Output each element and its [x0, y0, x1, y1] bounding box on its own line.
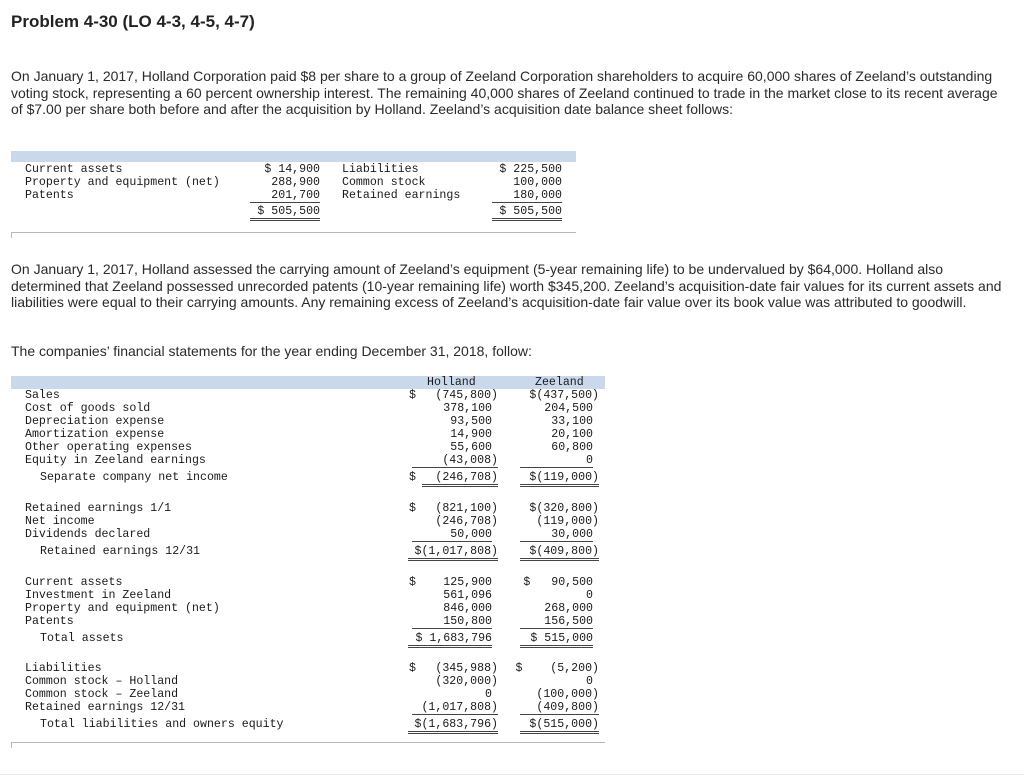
zeeland-value: (119,000): [536, 515, 599, 528]
problem-title: Problem 4-30 (LO 4-3, 4-5, 4-7): [11, 12, 255, 31]
row-label: Retained earnings 12/31: [40, 545, 201, 558]
row-label: Depreciation expense: [25, 415, 165, 428]
bs-asset-label: Property and equipment (net): [25, 176, 220, 189]
holland-value: 50,000: [412, 528, 492, 542]
holland-value: $ 1,683,796: [408, 632, 492, 648]
holland-value: $(1,017,808): [408, 545, 498, 561]
holland-value: 125,900: [443, 576, 492, 589]
bs-asset-label: Current assets: [25, 163, 123, 176]
bs-asset-label: Patents: [25, 189, 74, 202]
holland-value: (745,800): [435, 389, 498, 402]
zeeland-value: (409,800): [520, 701, 599, 715]
table-frame-bottom: [11, 742, 605, 743]
zeeland-value: $ 90,500: [523, 576, 593, 589]
holland-value: 14,900: [450, 428, 492, 441]
holland-value: 93,500: [450, 415, 492, 428]
row-label: Liabilities: [25, 662, 102, 675]
table-frame-left: [11, 232, 12, 238]
zeeland-value: $(515,000): [520, 718, 599, 734]
column-header-holland: Holland: [427, 376, 476, 389]
table-frame-bottom: [11, 232, 576, 233]
row-label: Retained earnings 12/31: [25, 701, 186, 714]
holland-value: (1,017,808): [412, 701, 498, 715]
assessment-paragraph: On January 1, 2017, Holland assessed the carrying amount of Zeeland’s equipment (5-year remaining life) to be undervalued by $64,000. Holland also determined that Zeeland possessed unrecorded patents (10-year remaining life) worth $345,200. Zeeland’s acquisition-date fair values for its current assets and liabilities were equal to their carrying amounts. Any remaining excess of Zeeland’s acquisition-date fair value over its book value was attributed to goodwill.: [11, 261, 1002, 310]
bs-claim-value: 180,000: [492, 189, 562, 203]
row-label: Separate company net income: [40, 471, 228, 484]
zeeland-value: 0: [586, 589, 593, 602]
zeeland-value: 204,500: [544, 402, 593, 415]
row-label: Total liabilities and owners equity: [40, 718, 284, 731]
dollar-sign: $: [409, 471, 416, 484]
holland-value: 846,000: [443, 602, 492, 615]
zeeland-value: 60,800: [551, 441, 593, 454]
intro-paragraph: On January 1, 2017, Holland Corporation paid $8 per share to a group of Zeeland Corporation shareholders to acquire 60,000 shares of Zeeland’s outstanding voting stock, representing a 60 percent ownership interest. The remaining 40,000 shares of Zeeland continued to trade in the market close to its recent average of $7.00 per share both before and after the acquisition by Holland. Zeeland’s acquisition date balance sheet follows:: [11, 68, 998, 117]
holland-value: $(1,683,796): [408, 718, 498, 734]
holland-value: 0: [485, 688, 492, 701]
zeeland-value: $(409,800): [520, 545, 599, 561]
dollar-sign: $: [409, 502, 416, 515]
row-label: Patents: [25, 615, 74, 628]
row-label: Equity in Zeeland earnings: [25, 454, 206, 467]
holland-value: 561,096: [443, 589, 492, 602]
row-label: Retained earnings 1/1: [25, 502, 172, 515]
bs-asset-value: $ 14,900: [264, 163, 320, 176]
page-footer-divider: [0, 774, 1024, 775]
row-label: Investment in Zeeland: [25, 589, 172, 602]
zeeland-value: $ (5,200): [515, 662, 599, 675]
bs-asset-value: 201,700: [250, 189, 320, 203]
holland-value: (43,008): [412, 454, 498, 468]
holland-value: 150,800: [412, 615, 492, 629]
bs-claim-value: 100,000: [513, 176, 562, 189]
row-label: Sales: [25, 389, 60, 402]
dollar-sign: $: [409, 662, 416, 675]
holland-value: (246,708): [435, 515, 498, 528]
holland-value: 55,600: [450, 441, 492, 454]
zeeland-value: 20,100: [551, 428, 593, 441]
row-label: Total assets: [40, 632, 124, 645]
bs-claim-value: $ 225,500: [499, 163, 562, 176]
bs-claim-label: Liabilities: [342, 163, 419, 176]
holland-value: (821,100): [435, 502, 498, 515]
holland-value: 378,100: [443, 402, 492, 415]
row-label: Property and equipment (net): [25, 602, 220, 615]
zeeland-value: $ 515,000: [520, 632, 593, 648]
row-label: Net income: [25, 515, 95, 528]
row-label: Current assets: [25, 576, 123, 589]
statements-intro: The companies’ financial statements for the year ending December 31, 2018, follow:: [11, 343, 532, 359]
row-label: Other operating expenses: [25, 441, 192, 454]
row-label: Common stock – Zeeland: [25, 688, 179, 701]
zeeland-value: $(437,500): [529, 389, 599, 402]
holland-value: (345,988): [435, 662, 498, 675]
holland-value: (246,708): [422, 471, 498, 487]
bs-assets-total: $ 505,500: [250, 205, 320, 221]
zeeland-value: (100,000): [536, 688, 599, 701]
bs-asset-value: 288,900: [271, 176, 320, 189]
bs-claim-label: Retained earnings: [342, 189, 461, 202]
column-header-zeeland: Zeeland: [535, 376, 584, 389]
holland-value: (320,000): [435, 675, 498, 688]
table-header-bar: [11, 151, 576, 162]
zeeland-value: 33,100: [551, 415, 593, 428]
row-label: Cost of goods sold: [25, 402, 151, 415]
row-label: Common stock – Holland: [25, 675, 179, 688]
table-frame-left: [11, 742, 12, 748]
row-label: Amortization expense: [25, 428, 165, 441]
zeeland-value: 268,000: [544, 602, 593, 615]
zeeland-value: $(119,000): [520, 471, 599, 487]
dollar-sign: $: [409, 576, 416, 589]
row-label: Dividends declared: [25, 528, 151, 541]
dollar-sign: $: [409, 389, 416, 402]
zeeland-value: $(320,800): [529, 502, 599, 515]
bs-claims-total: $ 505,500: [492, 205, 562, 221]
zeeland-value: 156,500: [520, 615, 593, 629]
zeeland-value: 30,000: [520, 528, 593, 542]
zeeland-value: 0: [586, 675, 593, 688]
bs-claim-label: Common stock: [342, 176, 426, 189]
table-header-bar: [11, 376, 605, 389]
zeeland-value: 0: [520, 454, 593, 468]
